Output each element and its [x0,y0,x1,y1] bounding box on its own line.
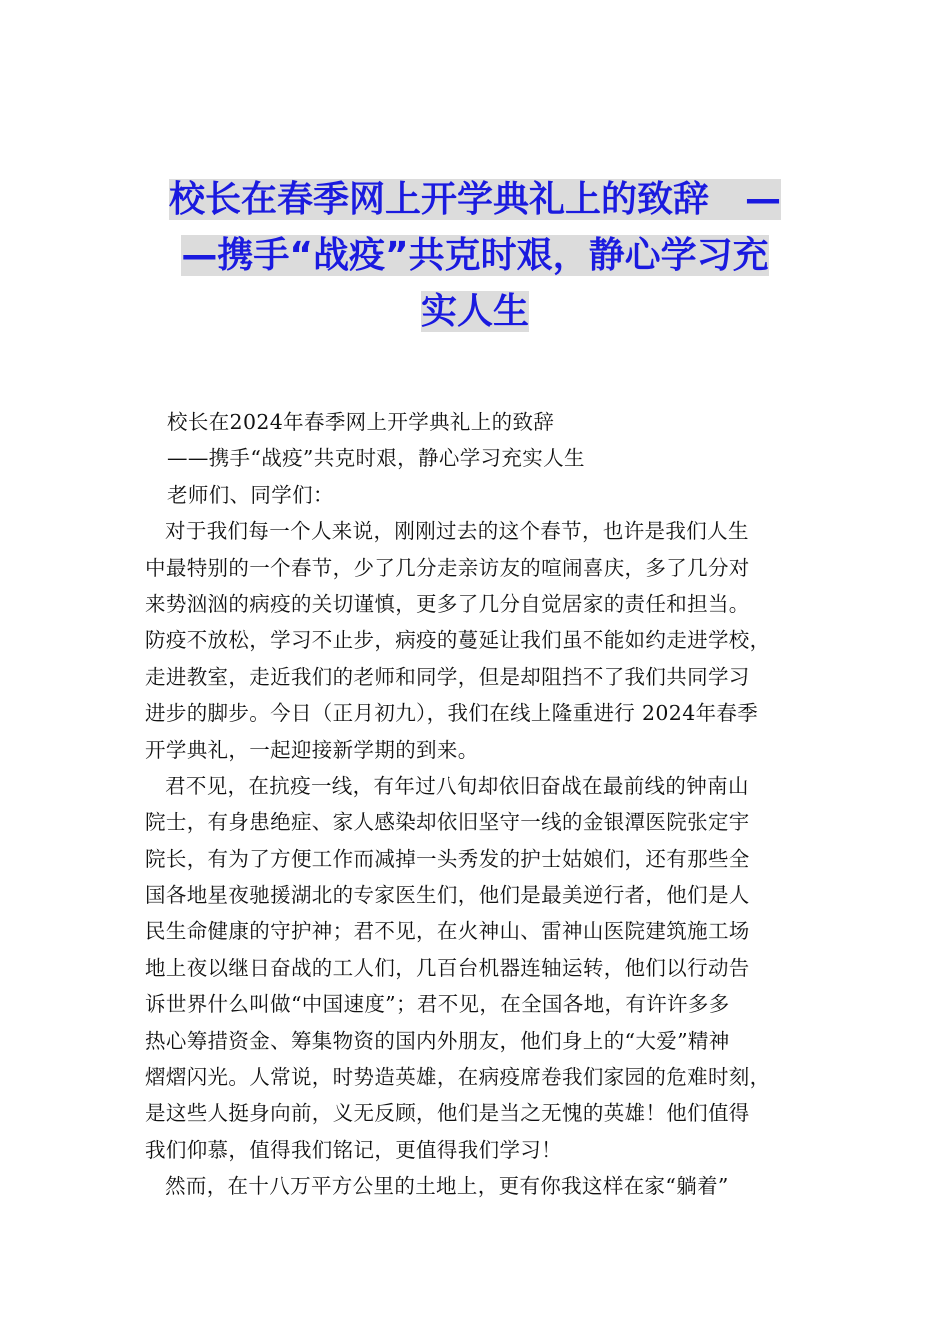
title-line-2: —携手“战疫”共克时艰，静心学习充 [181,235,769,276]
document-body [145,404,825,1205]
paragraph-line: 我们仰慕，值得我们铭记，更值得我们学习！ [145,1137,562,1162]
paragraph-line: 然而，在十八万平方公里的土地上，更有你我这样在家“躺着” [165,1174,729,1199]
title-line-3: 实人生 [420,291,529,332]
paragraph-line: 来势汹汹的病疫的关切谨慎，更多了几分自觉居家的责任和担当。 [145,591,750,616]
paragraph-line: 熠熠闪光。人常说，时势造英雄，在病疫席卷我们家园的危难时刻， [145,1065,771,1090]
subtitle-line: ——携手“战疫”共克时艰，静心学习充实人生 [167,446,585,471]
paragraph-line: 院长，有为了方便工作而减掉一头秀发的护士姑娘们，还有那些全 [145,846,750,871]
paragraph-line: 诉世界什么叫做“中国速度”；君不见，在全国各地，有许许多多 [145,992,730,1017]
title-line-1: 校长在春季网上开学典礼上的致辞 — [168,179,781,220]
paragraph-line: 热心筹措资金、筹集物资的国内外朋友，他们身上的“大爱”精神 [145,1028,730,1053]
paragraph-line: 是这些人挺身向前，义无反顾，他们是当之无愧的英雄！他们值得 [145,1101,750,1126]
paragraph-line: 院士，有身患绝症、家人感染却依旧坚守一线的金银潭医院张定宇 [145,810,750,835]
paragraph-line: 对于我们每一个人来说，刚刚过去的这个春节，也许是我们人生 [165,519,749,544]
salutation-line: 老师们、同学们： [167,482,334,507]
paragraph-line: 地上夜以继日奋战的工人们，几百台机器连轴运转，他们以行动告 [145,955,750,980]
paragraph-line: 君不见，在抗疫一线，有年过八旬却依旧奋战在最前线的钟南山 [165,773,749,798]
paragraph-line: 国各地星夜驰援湖北的专家医生们，他们是最美逆行者，他们是人 [145,883,750,908]
subtitle-line: 校长在2024年春季网上开学典礼上的致辞 [167,410,555,434]
document-title [145,172,805,340]
paragraph-line: 民生命健康的守护神；君不见，在火神山、雷神山医院建筑施工场 [145,919,750,944]
paragraph-line: 走进教室，走近我们的老师和同学，但是却阻挡不了我们共同学习 [145,664,750,689]
paragraph-line: 开学典礼，一起迎接新学期的到来。 [145,737,479,762]
paragraph-line: 进步的脚步。今日（正月初九），我们在线上隆重进行 2024年春季 [145,701,759,726]
paragraph-line: 中最特别的一个春节，少了几分走亲访友的喧闹喜庆，多了几分对 [145,555,750,580]
paragraph-line: 防疫不放松，学习不止步，病疫的蔓延让我们虽不能如约走进学校， [145,628,771,653]
